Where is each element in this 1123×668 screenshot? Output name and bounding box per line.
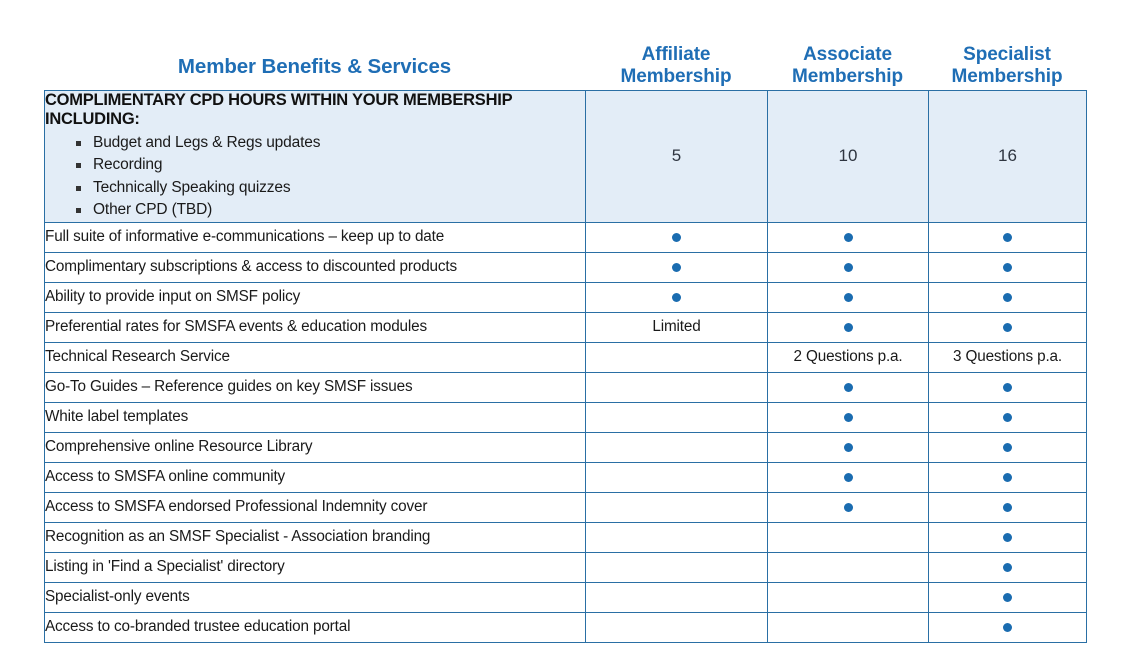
- value-specialist-cell: 3 Questions p.a.: [929, 342, 1087, 372]
- included-specialist-cell: [929, 612, 1087, 642]
- included-dot-icon: [844, 503, 853, 512]
- included-specialist-cell: [929, 582, 1087, 612]
- benefit-label: Listing in 'Find a Specialist' directory: [45, 552, 586, 582]
- included-dot-icon: [1003, 323, 1012, 332]
- cpd-hours-specialist-value: 16: [929, 91, 1087, 223]
- included-dot-icon: [844, 473, 853, 482]
- included-dot-icon: [1003, 233, 1012, 242]
- empty-associate-cell: [768, 582, 929, 612]
- benefit-label: Preferential rates for SMSFA events & education modules: [45, 312, 586, 342]
- table-row: [45, 612, 1087, 642]
- included-dot-icon: [1003, 263, 1012, 272]
- benefit-label: Recognition as an SMSF Specialist - Association branding: [45, 522, 586, 552]
- table-row: [45, 402, 1087, 432]
- column-header-affiliate: [585, 44, 767, 90]
- column-header-specialist-line1: Specialist: [963, 44, 1051, 66]
- table-row: [45, 462, 1087, 492]
- included-affiliate-cell: [586, 252, 768, 282]
- cpd-hours-label-cell: [45, 91, 586, 223]
- cpd-hours-row: [45, 91, 1087, 223]
- included-associate-cell: [768, 492, 929, 522]
- square-bullet-icon: [76, 163, 81, 168]
- included-specialist-cell: [929, 402, 1087, 432]
- table-header: [44, 22, 1086, 90]
- table-row: [45, 252, 1087, 282]
- included-specialist-cell: [929, 252, 1087, 282]
- benefit-label: Go-To Guides – Reference guides on key SMSF issues: [45, 372, 586, 402]
- value-associate-cell: 2 Questions p.a.: [768, 342, 929, 372]
- table-row: [45, 522, 1087, 552]
- empty-affiliate-cell: [586, 492, 768, 522]
- included-dot-icon: [1003, 533, 1012, 542]
- table-row: [45, 552, 1087, 582]
- cpd-hours-affiliate-value: 5: [586, 91, 768, 223]
- benefit-label: Access to co-branded trustee education portal: [45, 612, 586, 642]
- included-dot-icon: [844, 293, 853, 302]
- included-dot-icon: [844, 323, 853, 332]
- benefit-label: Ability to provide input on SMSF policy: [45, 282, 586, 312]
- column-header-affiliate-line2: Membership: [620, 65, 732, 87]
- benefit-label: Access to SMSFA endorsed Professional Indemnity cover: [45, 492, 586, 522]
- benefit-label: Access to SMSFA online community: [45, 462, 586, 492]
- included-associate-cell: [768, 222, 929, 252]
- included-specialist-cell: [929, 312, 1087, 342]
- included-dot-icon: [1003, 593, 1012, 602]
- included-affiliate-cell: [586, 222, 768, 252]
- benefit-label: Specialist-only events: [45, 582, 586, 612]
- empty-associate-cell: [768, 552, 929, 582]
- value-affiliate-cell: Limited: [586, 312, 768, 342]
- benefit-label: Full suite of informative e-communications – keep up to date: [45, 222, 586, 252]
- benefit-label: Comprehensive online Resource Library: [45, 432, 586, 462]
- included-dot-icon: [1003, 563, 1012, 572]
- table-row: [45, 492, 1087, 522]
- table-row: [45, 582, 1087, 612]
- list-item: [45, 177, 585, 199]
- included-dot-icon: [844, 233, 853, 242]
- column-header-benefits: Member Benefits & Services: [177, 55, 452, 79]
- empty-associate-cell: [768, 612, 929, 642]
- included-specialist-cell: [929, 462, 1087, 492]
- benefits-table: [44, 90, 1087, 643]
- included-dot-icon: [844, 263, 853, 272]
- included-specialist-cell: [929, 282, 1087, 312]
- list-item: [45, 199, 585, 221]
- included-associate-cell: [768, 432, 929, 462]
- empty-affiliate-cell: [586, 402, 768, 432]
- included-associate-cell: [768, 312, 929, 342]
- column-header-associate-line1: Associate: [803, 44, 892, 66]
- cpd-hours-associate-value: 10: [768, 91, 929, 223]
- included-specialist-cell: [929, 552, 1087, 582]
- cpd-hours-title: COMPLIMENTARY CPD HOURS WITHIN YOUR MEMBERSHIP INCLUDING:: [45, 91, 513, 129]
- included-dot-icon: [1003, 443, 1012, 452]
- included-specialist-cell: [929, 432, 1087, 462]
- benefit-label: Complimentary subscriptions & access to discounted products: [45, 252, 586, 282]
- benefit-label: Technical Research Service: [45, 342, 586, 372]
- included-dot-icon: [672, 263, 681, 272]
- table-row: [45, 282, 1087, 312]
- included-specialist-cell: [929, 522, 1087, 552]
- included-dot-icon: [1003, 293, 1012, 302]
- table-row: [45, 312, 1087, 342]
- empty-affiliate-cell: [586, 522, 768, 552]
- included-dot-icon: [844, 413, 853, 422]
- included-dot-icon: [844, 383, 853, 392]
- list-item-label: Recording: [93, 156, 163, 174]
- included-dot-icon: [1003, 623, 1012, 632]
- table-row: [45, 432, 1087, 462]
- included-dot-icon: [844, 443, 853, 452]
- included-associate-cell: [768, 372, 929, 402]
- square-bullet-icon: [76, 186, 81, 191]
- included-associate-cell: [768, 282, 929, 312]
- empty-associate-cell: [768, 522, 929, 552]
- included-associate-cell: [768, 402, 929, 432]
- column-header-associate: [767, 44, 928, 90]
- benefit-label: White label templates: [45, 402, 586, 432]
- benefits-table-body: [45, 91, 1087, 643]
- table-row: [45, 342, 1087, 372]
- list-item-label: Other CPD (TBD): [93, 201, 213, 219]
- list-item: [45, 154, 585, 176]
- column-header-affiliate-line1: Affiliate: [641, 44, 711, 66]
- empty-affiliate-cell: [586, 432, 768, 462]
- cpd-hours-bullet-list: [45, 132, 585, 222]
- table-row: [45, 222, 1087, 252]
- table-row: [45, 372, 1087, 402]
- column-header-associate-line2: Membership: [792, 65, 903, 87]
- empty-affiliate-cell: [586, 462, 768, 492]
- included-affiliate-cell: [586, 282, 768, 312]
- included-specialist-cell: [929, 372, 1087, 402]
- included-specialist-cell: [929, 222, 1087, 252]
- empty-affiliate-cell: [586, 372, 768, 402]
- included-dot-icon: [1003, 413, 1012, 422]
- included-associate-cell: [768, 252, 929, 282]
- list-item-label: Budget and Legs & Regs updates: [93, 133, 321, 151]
- included-dot-icon: [1003, 503, 1012, 512]
- empty-affiliate-cell: [586, 552, 768, 582]
- square-bullet-icon: [76, 141, 81, 146]
- column-header-specialist-line2: Membership: [951, 65, 1063, 87]
- included-associate-cell: [768, 462, 929, 492]
- empty-affiliate-cell: [586, 612, 768, 642]
- empty-affiliate-cell: [586, 342, 768, 372]
- included-dot-icon: [672, 293, 681, 302]
- column-header-specialist: [928, 44, 1086, 90]
- included-dot-icon: [1003, 383, 1012, 392]
- square-bullet-icon: [76, 208, 81, 213]
- list-item-label: Technically Speaking quizzes: [93, 178, 291, 196]
- included-dot-icon: [672, 233, 681, 242]
- included-specialist-cell: [929, 492, 1087, 522]
- included-dot-icon: [1003, 473, 1012, 482]
- list-item: [45, 132, 585, 154]
- empty-affiliate-cell: [586, 582, 768, 612]
